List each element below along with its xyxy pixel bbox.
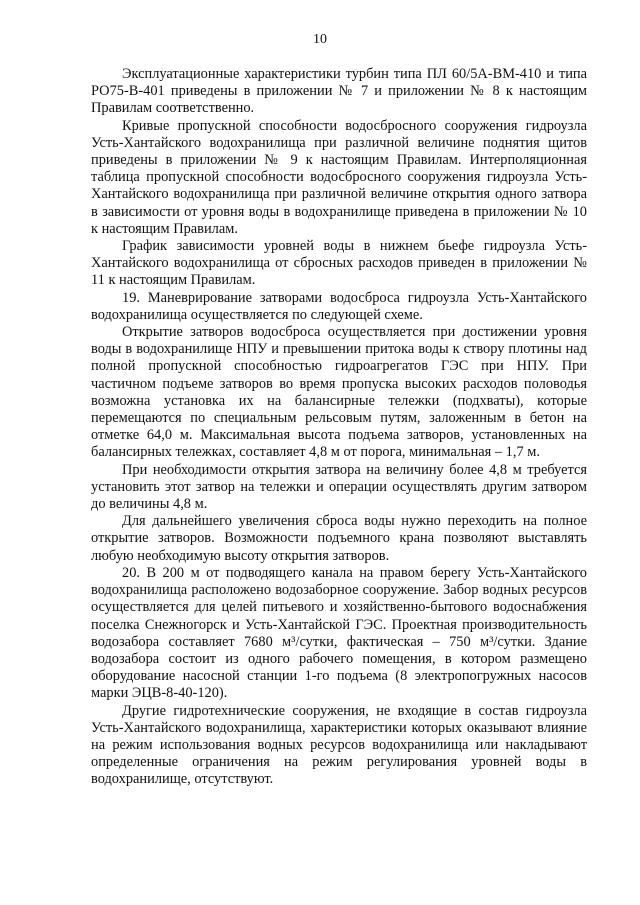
paragraph-tailwater-levels: График зависимости уровней воды в нижнем бьефе гидроузла Усть-Хантайского водохранилища от сбросных расходов приведен в приложении № 11 к настоящим Правилам. [91,238,587,289]
paragraph-full-opening: Для дальнейшего увеличения сброса воды нужно переходить на полное открытие затворов. Возможности подъемного крана позволяют выставлять любую необходимую высоту открытия затворов. [91,513,587,564]
paragraph-section-19: 19. Маневрирование затворами водосброса гидроузла Усть-Хантайского водохранилища осуществляется по следующей схеме. [91,289,587,323]
paragraph-other-structures: Другие гидротехнические сооружения, не входящие в состав гидроузла Усть-Хантайского водохранилища, характеристики которых оказывают влияние на режим использования водных ресурсов водохранилища или накладывают определенные ограничения на режим регулирования уровней воды в водохранилище, отсутствуют. [91,702,587,788]
paragraph-spillway-capacity: Кривые пропускной способности водосбросного сооружения гидроузла Усть-Хантайского водохранилища при различной величине поднятия щитов приведены в приложении № 9 к настоящим Правилам. Интерполяционная таблица пропускной способности водосбросного сооружения гидроузла Усть-Хантайского водохранилища при различной величине открытия одного затвора в зависимости от уровня воды в водохранилище приведена в приложении № 10 к настоящим Правилам. [91,117,587,237]
paragraph-gate-over-4-8: При необходимости открытия затвора на величину более 4,8 м требуется установить этот затвор на тележки и операции осуществлять другим затвором до величины 4,8 м. [91,461,587,513]
paragraph-section-20: 20. В 200 м от подводящего канала на правом берегу Усть-Хантайского водохранилища расположено водозаборное сооружение. Забор водных ресурсов осуществляется для целей питьевого и хозяйственно-бытового водоснабжения поселка Снежногорск и Усть-Хантайской ГЭС. Проектная производительность водозабора составляет 7680 м³/сутки, фактическая – 750 м³/сутки. Здание водозабора состоит из одного рабочего помещения, в котором размещено оборудование насосной станции 1-го подъема (8 электропогружных насосов марки ЭЦВ-8-40-120). [91,564,587,702]
page-number: 10 [313,32,327,47]
document-body [91,66,587,789]
paragraph-gate-opening: Открытие затворов водосброса осуществляется при достижении уровня воды в водохранилище НПУ и превышении притока воды к створу плотины над полной пропускной способностью гидроагрегатов ГЭС при НПУ. При частичном подъеме затворов во время пропуска высоких расходов половодья возможна установка их на балансирные тележки (подхваты), которые перемещаются по специальным рельсовым путям, заложенным в бетон на отметке 64,0 м. Максимальная высота подъема затворов, установленных на балансирных тележках, составляет 4,8 м от порога, минимальная – 1,7 м. [91,324,587,461]
paragraph-turbine-characteristics: Эксплуатационные характеристики турбин типа ПЛ 60/5А-ВМ-410 и типа РО75-В-401 приведены в приложении № 7 и приложении № 8 к настоящим Правилам соответственно. [91,66,587,117]
